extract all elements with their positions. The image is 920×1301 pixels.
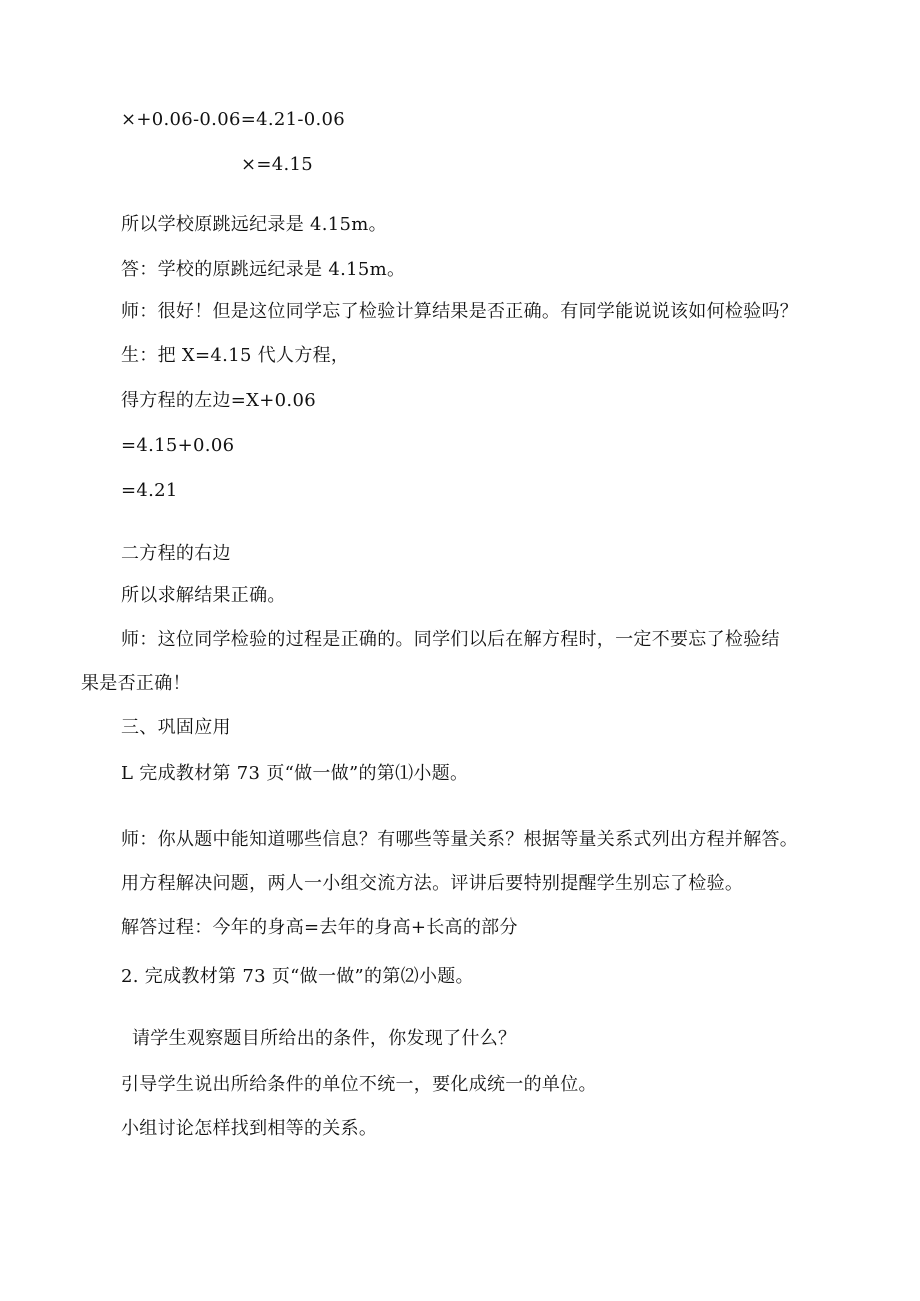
teacher-comment-line-2: 果是否正确！ [81,673,191,694]
observe-conditions-text: 请学生观察题目所给出的条件，你发现了什么？ [132,1028,517,1049]
result-correct-text: 所以求解结果正确。 [121,585,286,606]
solution-process-text: 解答过程：今年的身高=去年的身高+长高的部分 [121,917,518,938]
answer-text: 答：学校的原跳远纪录是 4.15m。 [121,259,406,280]
unit-conversion-text: 引导学生说出所给条件的单位不统一，要化成统一的单位。 [121,1074,597,1095]
left-side-expression: 得方程的左边=X+0.06 [121,390,316,411]
section-heading-consolidate: 三、巩固应用 [121,717,231,738]
teacher-comment-line-1: 师：这位同学检验的过程是正确的。同学们以后在解方程时，一定不要忘了检验结 [121,629,780,650]
equation-step-subtract: ×+0.06-0.06=4.21-0.06 [121,109,346,130]
left-side-step-1: =4.15+0.06 [121,435,235,456]
left-side-step-2: =4.21 [121,480,178,501]
exercise-1-text: L 完成教材第 73 页“做一做”的第⑴小题。 [121,763,469,784]
student-substitution: 生：把 X=4.15 代人方程， [121,345,350,366]
exercise-2-text: 2. 完成教材第 73 页“做一做”的第⑵小题。 [121,966,474,987]
conclusion-text: 所以学校原跳远纪录是 4.15m。 [121,214,387,235]
teacher-question-check: 师：很好！但是这位同学忘了检验计算结果是否正确。有同学能说说该如何检验吗？ [121,301,799,322]
group-find-relation-text: 小组讨论怎样找到相等的关系。 [121,1118,378,1139]
right-side-text: 二方程的右边 [121,543,231,564]
equation-solution: ×=4.15 [241,154,314,175]
group-discussion-text: 用方程解决问题，两人一小组交流方法。评讲后要特别提醒学生别忘了检验。 [121,873,744,894]
teacher-prompt-info: 师：你从题中能知道哪些信息？有哪些等量关系？根据等量关系式列出方程并解答。 [121,829,799,850]
